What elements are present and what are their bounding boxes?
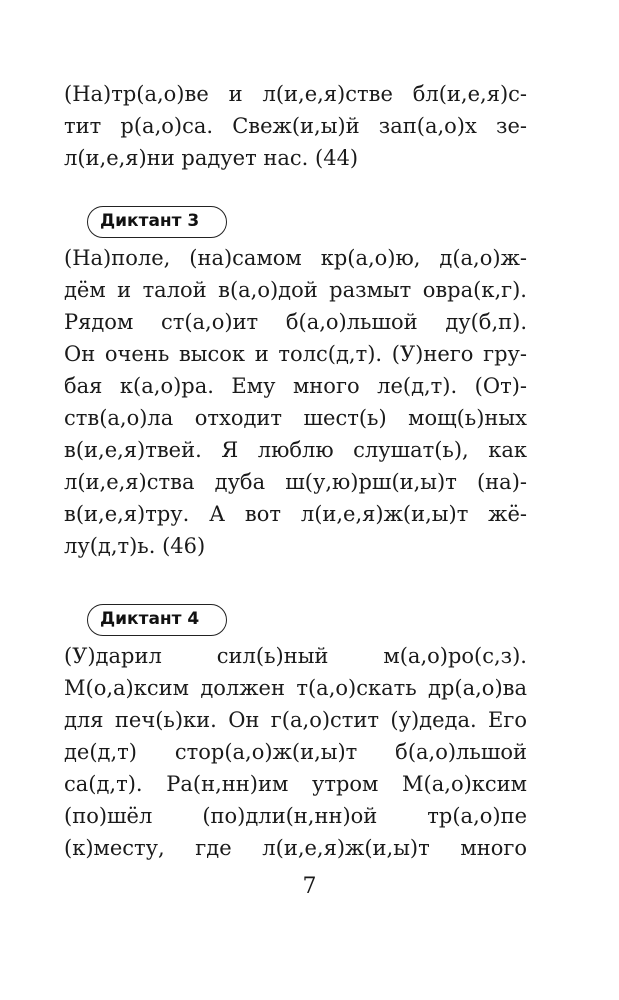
text-line: де(д,т) стор(а,о)ж(и,ы)т б(а,о)льшой — [64, 740, 527, 764]
text-line: бая к(а,о)ра. Ему много ле(д,т). (От)- — [64, 374, 527, 398]
dictation-3-title: Диктант 3 — [87, 206, 227, 238]
text-line: М(о,а)ксим должен т(а,о)скать др(а,о)ва — [64, 676, 527, 700]
text-line: л(и,е,я)ства дуба ш(у,ю)рш(и,ы)т (на)- — [64, 470, 527, 494]
text-line: ств(а,о)ла отходит шест(ь) мощ(ь)ных — [64, 406, 527, 430]
page-number: 7 — [302, 874, 317, 899]
text-line: л(и,е,я)ни радует нас. (44) — [64, 146, 359, 170]
text-line: (по)шёл (по)дли(н,нн)ой тр(а,о)пе — [64, 804, 527, 828]
text-line: Он очень высок и толс(д,т). (У)него гру- — [64, 342, 527, 366]
text-line: (На)тр(а,о)ве и л(и,е,я)стве бл(и,е,я)с- — [64, 82, 527, 106]
text-line: (На)поле, (на)самом кр(а,о)ю, д(а,о)ж- — [64, 246, 527, 270]
text-line: для печ(ь)ки. Он г(а,о)стит (у)деда. Его — [64, 708, 527, 732]
text-line: в(и,е,я)тру. А вот л(и,е,я)ж(и,ы)т жё- — [64, 502, 527, 526]
text-line: Рядом ст(а,о)ит б(а,о)льшой ду(б,п). — [64, 310, 527, 334]
text-line: в(и,е,я)твей. Я люблю слушат(ь), как — [64, 438, 527, 462]
text-line: лу(д,т)ь. (46) — [64, 534, 206, 558]
text-line: (к)месту, где л(и,е,я)ж(и,ы)т много — [64, 836, 527, 860]
dictation-4-title: Диктант 4 — [87, 604, 227, 636]
text-line: (У)дарил сил(ь)ный м(а,о)ро(с,з). — [64, 644, 527, 668]
text-line: са(д,т). Ра(н,нн)им утром М(а,о)ксим — [64, 772, 527, 796]
text-line: дём и талой в(а,о)дой размыт овра(к,г). — [64, 278, 527, 302]
text-line: тит р(а,о)са. Свеж(и,ы)й зап(а,о)х зе- — [64, 114, 527, 138]
